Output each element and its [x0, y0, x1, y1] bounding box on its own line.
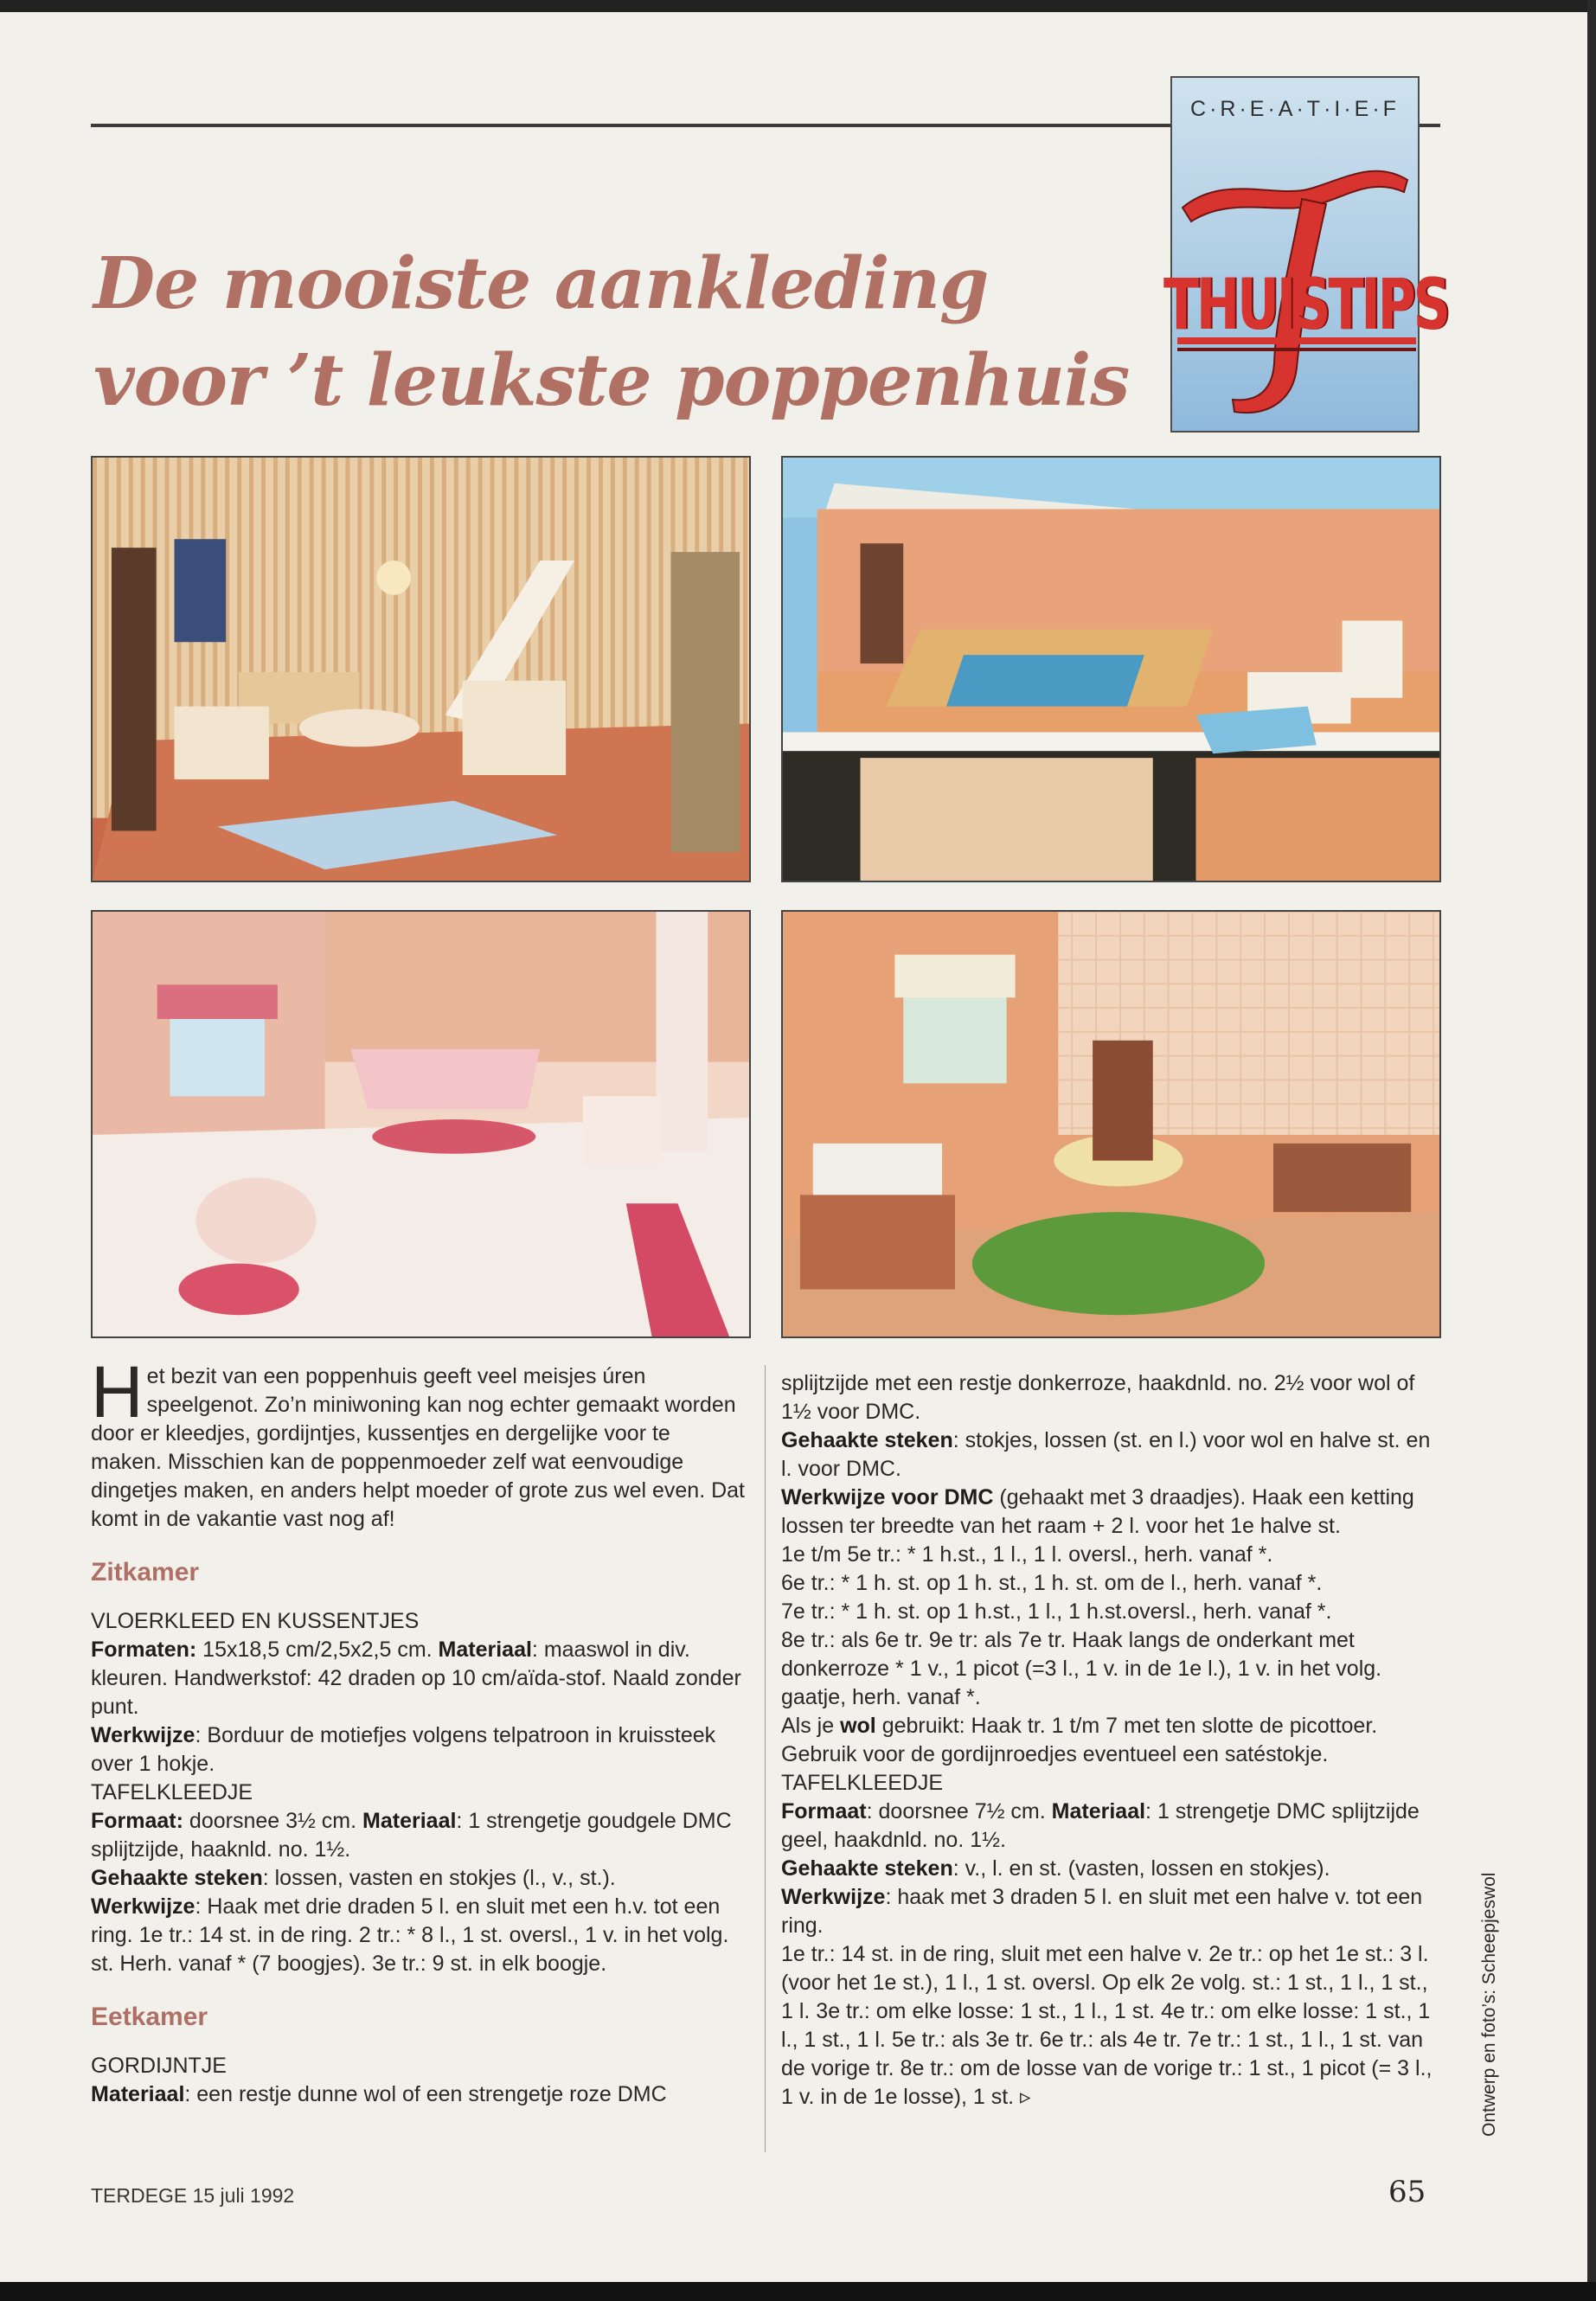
- method-paragraph: Werkwijze: Borduur de motiefjes volgens telpatroon in kruissteek over 1 hokje.: [91, 1723, 716, 1776]
- row-instruction-7: 7e tr.: * 1 h. st. op 1 h.st., 1 l., 1 h.st.oversl., herh. vanaf *.: [781, 1599, 1332, 1624]
- dollhouse-cutaway-icon: [783, 458, 1439, 881]
- format-paragraph: Formaat: doorsnee 3½ cm. Materiaal: 1 strengetje goudgele DMC splijtzijde, haaknld. no. 1½.: [91, 1809, 732, 1862]
- brand-kicker: C·R·E·A·T·I·E·F: [1190, 97, 1400, 121]
- subheading-tafelkleedje: TAFELKLEEDJE: [91, 1780, 253, 1804]
- scan-edge-top: [0, 0, 1596, 12]
- dining-room-photo: [781, 910, 1441, 1338]
- wool-paragraph: Als je wol gebruikt: Haak tr. 1 t/m 7 met ten slotte de picottoer. Gebruik voor de gordijnroedjes eventueel een satéstokje.: [781, 1714, 1378, 1766]
- tablecloth-method-paragraph: Werkwijze: haak met 3 draden 5 l. en sluit met een halve v. tot een ring.: [781, 1885, 1423, 1938]
- photo-credit: Ontwerp en foto’s: Scheepjeswol: [1479, 1872, 1499, 2137]
- scan-edge-right: [1587, 0, 1596, 2301]
- stitches-paragraph: Gehaakte steken: lossen, vasten en stokjes (l., v., st.).: [91, 1866, 616, 1890]
- drop-cap: H: [91, 1351, 144, 1433]
- row-instruction-1: 1e t/m 5e tr.: * 1 h.st., 1 l., 1 l. oversl., herh. vanaf *.: [781, 1542, 1273, 1567]
- footer-publication: TERDEGE 15 juli 1992: [91, 2184, 295, 2207]
- subheading-vloerkleed: VLOERKLEED EN KUSSENTJES: [91, 1609, 420, 1633]
- dollhouse-overview-photo: [781, 456, 1441, 882]
- crochet-method-paragraph: Werkwijze: Haak met drie draden 5 l. en sluit met een h.v. tot een ring. 1e tr.: 14 st. in de ring. 2 tr.: * 8 l., 1 st. oversl., 1 v. in het volg. st. Herh. vanaf * (7 boogjes). 3e tr.: 9 st. in elk boogje.: [91, 1894, 729, 1976]
- bathroom-photo: [91, 910, 751, 1338]
- subheading-tafelkleedje-2: TAFELKLEEDJE: [781, 1771, 944, 1795]
- curtain-stitches-paragraph: Gehaakte steken: stokjes, lossen (st. en l.) voor wol en halve st. en l. voor DMC.: [781, 1428, 1431, 1481]
- materials-paragraph: Formaten: 15x18,5 cm/2,5x2,5 cm. Materiaal: maaswol in div. kleuren. Handwerkstof: 42 draden op 10 cm/aïda-stof. Naald zonder punt.: [91, 1638, 741, 1719]
- dmc-method-paragraph: Werkwijze voor DMC (gehaakt met 3 draadjes). Haak een ketting lossen ter breedte van het raam + 2 l. voor het 1e halve st.: [781, 1485, 1414, 1538]
- page-headline: [93, 235, 1130, 429]
- column-divider: [765, 1365, 766, 2152]
- row-instruction-8: 8e tr.: als 6e tr. 9e tr: als 7e tr. Haak langs de onderkant met donkerroze * 1 v., 1 picot (=3 l., 1 v. in de 1e l.), 1 v. in het volg. gaatje, herh. vanaf *.: [781, 1628, 1382, 1709]
- headline-line-2: voor ’t leukste poppenhuis: [93, 339, 1130, 422]
- dollhouse-dining-room-icon: [783, 912, 1439, 1336]
- scan-edge-bottom: [0, 2282, 1596, 2301]
- article-column-left: [91, 1351, 747, 2109]
- section-heading-eetkamer: Eetkamer: [91, 2003, 208, 2031]
- headline-line-1: De mooiste aankleding: [93, 242, 989, 325]
- thuistips-t-logo-icon: [1172, 78, 1421, 434]
- row-instruction-6: 6e tr.: * 1 h. st. op 1 h. st., 1 h. st. om de l., herh. vanaf *.: [781, 1571, 1323, 1595]
- article-column-right: [781, 1369, 1440, 2112]
- curtain-materials-paragraph: Materiaal: een restje dunne wol of een strengetje roze DMC: [91, 2082, 667, 2106]
- tablecloth-stitches-paragraph: Gehaakte steken: v., l. en st. (vasten, lossen en stokjes).: [781, 1856, 1330, 1881]
- dollhouse-bathroom-icon: [93, 912, 749, 1336]
- tablecloth-format-paragraph: Formaat: doorsnee 7½ cm. Materiaal: 1 strengetje DMC splijtzijde geel, haakdnld. no. 1½.: [781, 1799, 1420, 1852]
- brand-logo-text: THUISTIPS: [1163, 264, 1448, 347]
- continued-paragraph: splijtzijde met een restje donkerroze, haakdnld. no. 2½ voor wol of 1½ voor DMC.: [781, 1371, 1415, 1424]
- intro-paragraph: Het bezit van een poppenhuis geeft veel meisjes úren speelgenot. Zo’n miniwoning kan nog echter gemaakt worden door er kleedjes, gordijntjes, kussentjes en dergelijke voor te maken. Misschien kan de poppenmoeder zelf wat eenvoudige dingetjes maken, en anders helpt moeder of grote zus wel even. Dat komt in de vakantie vast nog af!: [91, 1351, 745, 1531]
- tablecloth-rows-paragraph: 1e tr.: 14 st. in de ring, sluit met een halve v. 2e tr.: op het 1e st.: 3 l. (voor het 1e st.), 1 l., 1 st. oversl. Op elk 2e volg. st.: 1 st., 1 l., 1 st., 1 l. 3e tr.: om elke losse: 1 st., 1 l., 1 st. 4e tr.: om elke losse: 1 st., 1 l., 1 st., 1 l. 5e tr.: als 3e tr. 6e tr.: als 4e tr. 7e tr.: 1 st., 1 l., 1 st. van de vorige tr. 8e tr.: om de losse van de vorige tr.: 1 st., 1 picot (= 3 l., 1 v. in de 1e losse), 1 st. ▹: [781, 1942, 1433, 2109]
- section-heading-zitkamer: Zitkamer: [91, 1558, 200, 1586]
- page-number: 65: [1388, 2175, 1426, 2209]
- dollhouse-living-room-icon: [93, 458, 749, 881]
- living-room-photo: [91, 456, 751, 882]
- subheading-gordijntje: GORDIJNTJE: [91, 2054, 227, 2078]
- thuistips-brand-box: [1163, 76, 1448, 433]
